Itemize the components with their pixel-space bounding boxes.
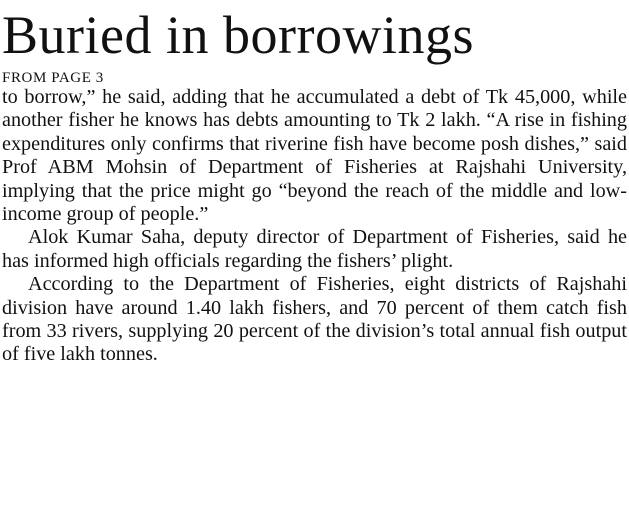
paragraph-deputy-director: Alok Kumar Saha, deputy director of Department of Fisheries, said he has informed high officials regarding the fishers’ plight.: [2, 226, 627, 272]
headline: Buried in borrowings: [2, 5, 474, 65]
paragraph-fisheries-stats: According to the Department of Fisheries, eight districts of Rajshahi division have around 1.40 lakh fishers, and 70 percent of them catch fish from 33 rivers, supplying 20 percent of the division’s total annual fish output of five lakh tonnes.: [2, 273, 627, 366]
news-article: [2, 0, 627, 367]
paragraph-continuation: to borrow,” he said, adding that he accumulated a debt of Tk 45,000, while another fisher he knows has debts amounting to Tk 2 lakh. “A rise in fishing expenditures only confirms that riverine fish have become posh dishes,” said Prof ABM Mohsin of Department of Fisheries at Rajshahi University, implying that the price might go “beyond the reach of the middle and low-income group of people.”: [2, 86, 627, 226]
article-body: [2, 86, 627, 367]
continued-from-line: FROM PAGE 3: [2, 70, 104, 86]
